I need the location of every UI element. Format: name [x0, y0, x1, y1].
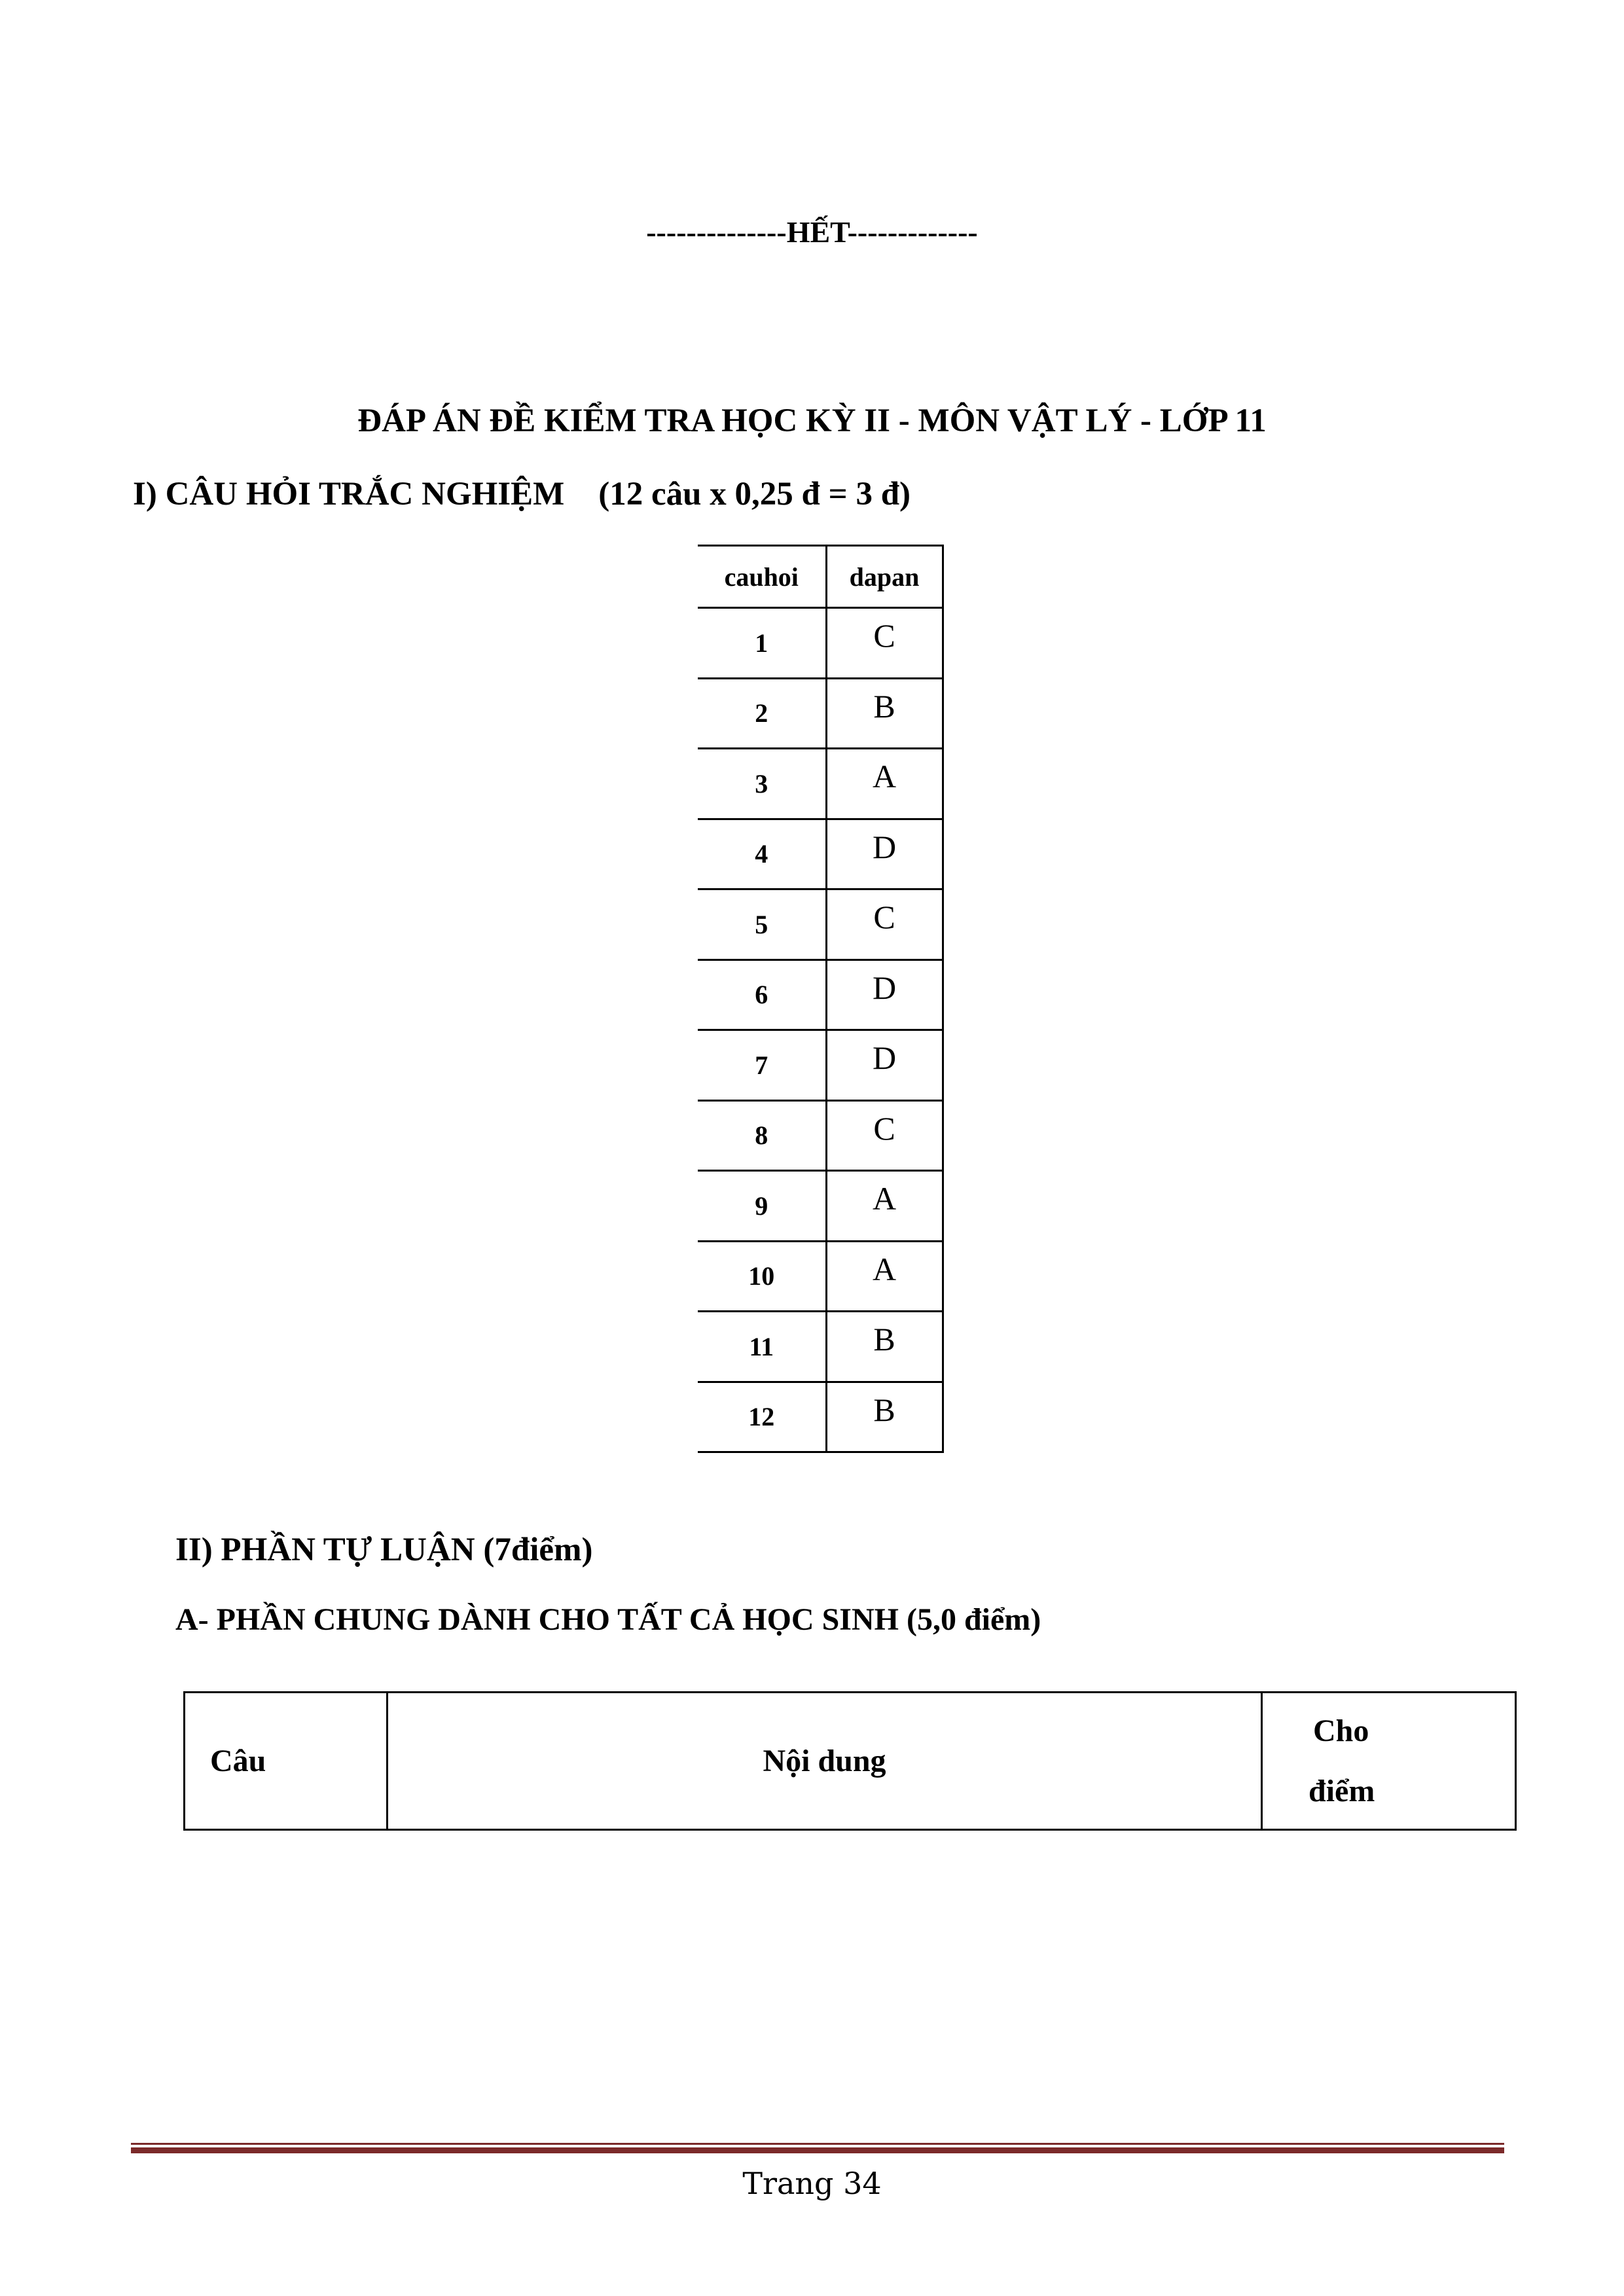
table-row — [698, 749, 943, 819]
header-dapan: dapan — [826, 546, 943, 608]
answer-letter: B — [826, 1312, 943, 1382]
section1-score-note: (12 câu x 0,25 đ = 3 đ) — [598, 476, 911, 512]
question-number: 9 — [698, 1171, 826, 1242]
header-cauhoi: cauhoi — [698, 546, 826, 608]
question-number: 12 — [698, 1382, 826, 1452]
section1-heading — [133, 473, 911, 516]
header-points — [1262, 1693, 1516, 1830]
answer-key-table — [698, 545, 944, 1453]
section2-heading: II) PHẦN TỰ LUẬN (7điểm) — [175, 1532, 593, 1568]
question-number: 5 — [698, 889, 826, 960]
table-row — [698, 1030, 943, 1101]
document-title: ĐÁP ÁN ĐỀ KIỂM TRA HỌC KỲ II - MÔN VẬT LÝ - LỚP 11 — [357, 403, 1267, 439]
end-marker: --------------HẾT------------- — [646, 215, 978, 249]
question-number: 3 — [698, 749, 826, 819]
header-points-line2: điểm — [1308, 1773, 1375, 1808]
question-number: 11 — [698, 1312, 826, 1382]
answer-letter: B — [826, 1382, 943, 1452]
question-number: 6 — [698, 960, 826, 1030]
table-row — [698, 1241, 943, 1312]
answer-table-header — [698, 546, 943, 608]
section1-number: I) — [133, 476, 157, 512]
question-number: 7 — [698, 1030, 826, 1101]
question-number: 10 — [698, 1241, 826, 1312]
answer-letter: D — [826, 1030, 943, 1101]
table-row — [698, 960, 943, 1030]
scoring-table — [183, 1691, 1517, 1831]
answer-letter: A — [826, 749, 943, 819]
sectionA-heading: A- PHẦN CHUNG DÀNH CHO TẤT CẢ HỌC SINH (5,0 điểm) — [175, 1602, 1041, 1637]
table-row — [698, 678, 943, 749]
section1-title: CÂU HỎI TRẮC NGHIỆM — [165, 476, 565, 512]
table-row — [698, 1171, 943, 1242]
footer-rule-thick — [131, 2147, 1504, 2153]
question-number: 4 — [698, 819, 826, 889]
question-number: 2 — [698, 678, 826, 749]
answer-letter: C — [826, 608, 943, 679]
table-row — [698, 1100, 943, 1171]
table-row — [698, 1312, 943, 1382]
header-points-line1: Cho — [1313, 1713, 1369, 1748]
header-question: Câu — [185, 1693, 388, 1830]
footer-rule-thin — [131, 2143, 1504, 2145]
answer-letter: D — [826, 819, 943, 889]
answer-letter: B — [826, 678, 943, 749]
table-row — [698, 608, 943, 679]
header-content: Nội dung — [388, 1693, 1262, 1830]
table-row — [698, 819, 943, 889]
table-row — [698, 1382, 943, 1452]
answer-letter: D — [826, 960, 943, 1030]
question-number: 8 — [698, 1100, 826, 1171]
question-number: 1 — [698, 608, 826, 679]
scoring-table-header — [185, 1693, 1516, 1830]
answer-letter: A — [826, 1171, 943, 1242]
answer-letter: C — [826, 1100, 943, 1171]
page-number: Trang 34 — [742, 2166, 882, 2201]
answer-letter: C — [826, 889, 943, 960]
answer-letter: A — [826, 1241, 943, 1312]
table-row — [698, 889, 943, 960]
